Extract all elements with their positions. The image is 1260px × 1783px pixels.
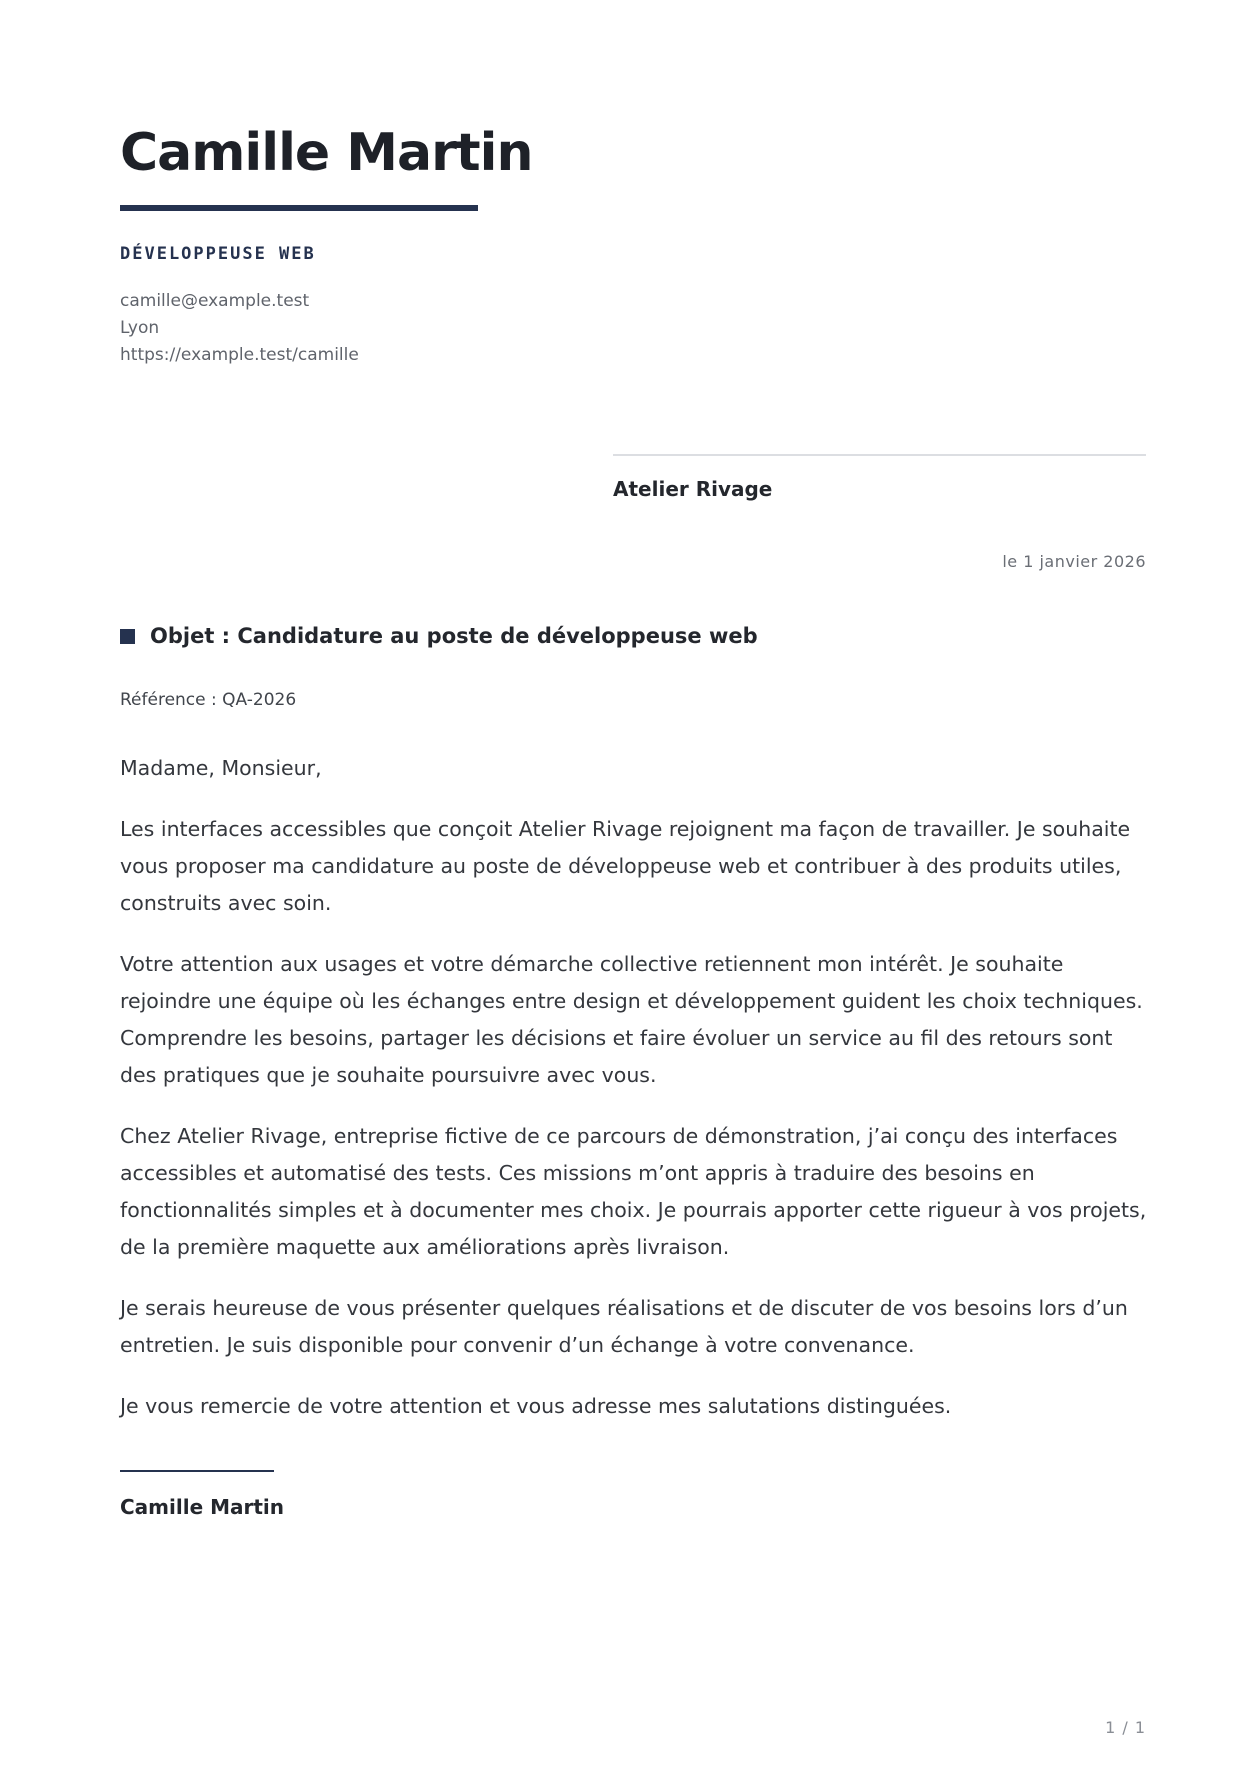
subject-text: Objet : Candidature au poste de développeuse web — [150, 624, 758, 648]
body-paragraph: Je serais heureuse de vous présenter quelques réalisations et de discuter de vos besoins lors d’un entretien. Je suis disponible pour convenir d’un échange à votre convenance. — [120, 1296, 1128, 1357]
letter-body — [120, 750, 1150, 1449]
salutation: Madame, Monsieur, — [120, 756, 322, 780]
sender-job-title: DÉVELOPPEUSE WEB — [120, 244, 316, 264]
body-paragraph: Votre attention aux usages et votre démarche collective retiennent mon intérêt. Je souhaite rejoindre une équipe où les échanges entre design et développement guident les choix techniques. Comprendre les besoins, partager les décisions et faire évoluer un service au fil des retours sont des pratiques que je souhaite poursuivre avec vous. — [120, 952, 1143, 1087]
square-bullet-icon — [120, 629, 135, 644]
closing-paragraph: Je vous remercie de votre attention et vous adresse mes salutations distinguées. — [120, 1394, 952, 1418]
sender-email: camille@example.test — [120, 291, 310, 311]
letter-date: le 1 janvier 2026 — [1002, 552, 1146, 571]
body-paragraph: Chez Atelier Rivage, entreprise fictive de ce parcours de démonstration, j’ai conçu des interfaces accessibles et automatisé des tests. Ces missions m’ont appris à traduire des besoins en fonctionnalités simples et à documenter mes choix. Je pourrais apporter cette rigueur à vos projets, de la première maquette aux améliorations après livraison. — [120, 1124, 1147, 1259]
recipient-company: Atelier Rivage — [613, 477, 773, 501]
page-number: 1 / 1 — [1105, 1718, 1146, 1737]
sender-name: Camille Martin — [120, 123, 533, 183]
subject-line — [120, 624, 758, 648]
signature-divider — [120, 1470, 274, 1472]
name-underline — [120, 205, 478, 211]
signature-name: Camille Martin — [120, 1495, 285, 1519]
sender-contact — [120, 288, 359, 369]
sender-city: Lyon — [120, 318, 160, 338]
reference-line: Référence : QA-2026 — [120, 690, 297, 710]
sender-website: https://example.test/camille — [120, 345, 359, 365]
body-paragraph: Les interfaces accessibles que conçoit Atelier Rivage rejoignent ma façon de travailler. Je souhaite vous proposer ma candidature au poste de développeuse web et contribuer à des produits utiles, construits avec soin. — [120, 817, 1131, 915]
recipient-divider — [613, 454, 1146, 456]
